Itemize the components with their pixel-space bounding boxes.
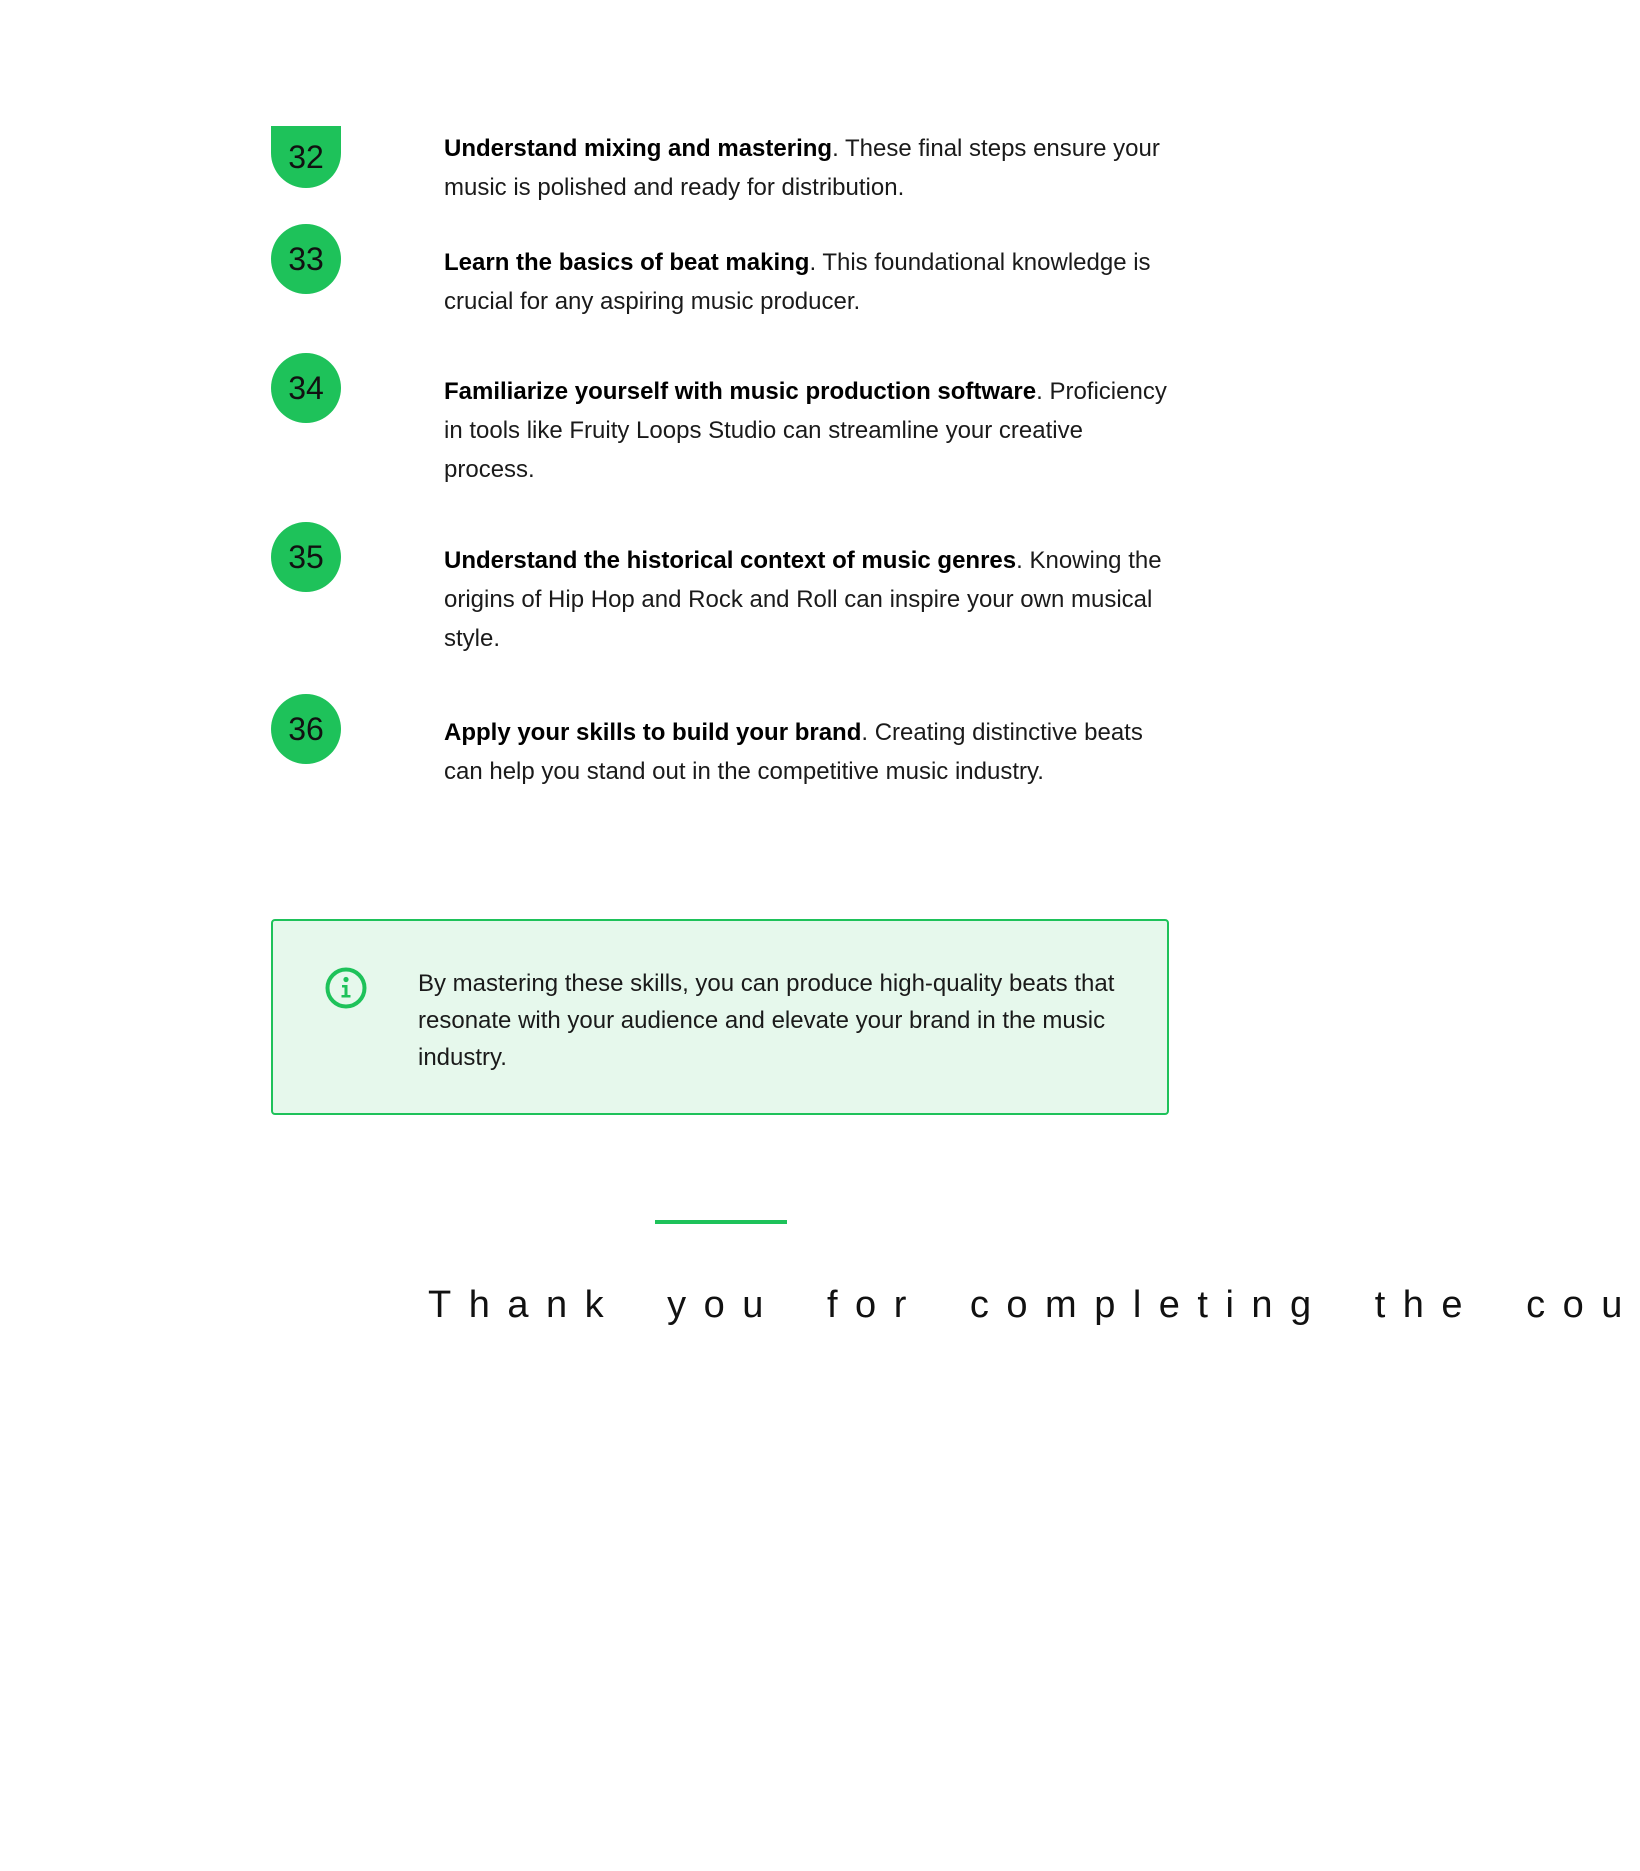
- info-callout: [271, 919, 1169, 1115]
- step-title: Familiarize yourself with music production software: [444, 378, 1037, 405]
- step-number: 33: [288, 240, 324, 277]
- step-item: [271, 369, 1171, 489]
- step-number: 32: [288, 138, 324, 175]
- step-description: . Knowing the origins of Hip Hop and Rock and Roll can inspire your own musical style.: [444, 547, 1162, 652]
- step-text: [444, 372, 1171, 489]
- step-number: 36: [288, 710, 324, 747]
- step-number: 34: [288, 369, 324, 406]
- step-description: . These final steps ensure your music is polished and ready for distribution.: [444, 135, 1160, 201]
- step-item: [271, 240, 1171, 321]
- step-text: [444, 713, 1171, 791]
- step-number-badge: [271, 522, 341, 592]
- step-number: 35: [288, 538, 324, 575]
- step-number-badge: [271, 694, 341, 764]
- step-item: [271, 126, 1171, 207]
- step-title: Understand the historical context of music genres: [444, 547, 1017, 574]
- step-number-badge: [271, 224, 341, 294]
- step-title: Understand mixing and mastering: [444, 135, 833, 162]
- step-item: [271, 710, 1171, 791]
- step-number-badge: [271, 353, 341, 423]
- callout-text: By mastering these skills, you can produce high-quality beats that resonate with your audience and elevate your brand in the music industry.: [418, 970, 1115, 1071]
- step-number-badge: [271, 126, 341, 188]
- closing-message: Thank you for completing the cou: [428, 1284, 1640, 1326]
- step-title: Apply your skills to build your brand: [444, 719, 862, 746]
- step-title: Learn the basics of beat making: [444, 249, 810, 276]
- step-description: . Creating distinctive beats can help you stand out in the competitive music industry.: [444, 719, 1143, 785]
- step-description: . Proficiency in tools like Fruity Loops Studio can streamline your creative process.: [444, 378, 1167, 483]
- info-icon: [324, 966, 368, 1010]
- step-description: . This foundational knowledge is crucial for any aspiring music producer.: [444, 249, 1151, 315]
- step-item: [271, 538, 1171, 658]
- step-text: [444, 541, 1171, 658]
- steps-list: [271, 126, 1171, 791]
- section-divider: [655, 1220, 787, 1224]
- step-text: [444, 126, 1171, 207]
- step-text: [444, 243, 1171, 321]
